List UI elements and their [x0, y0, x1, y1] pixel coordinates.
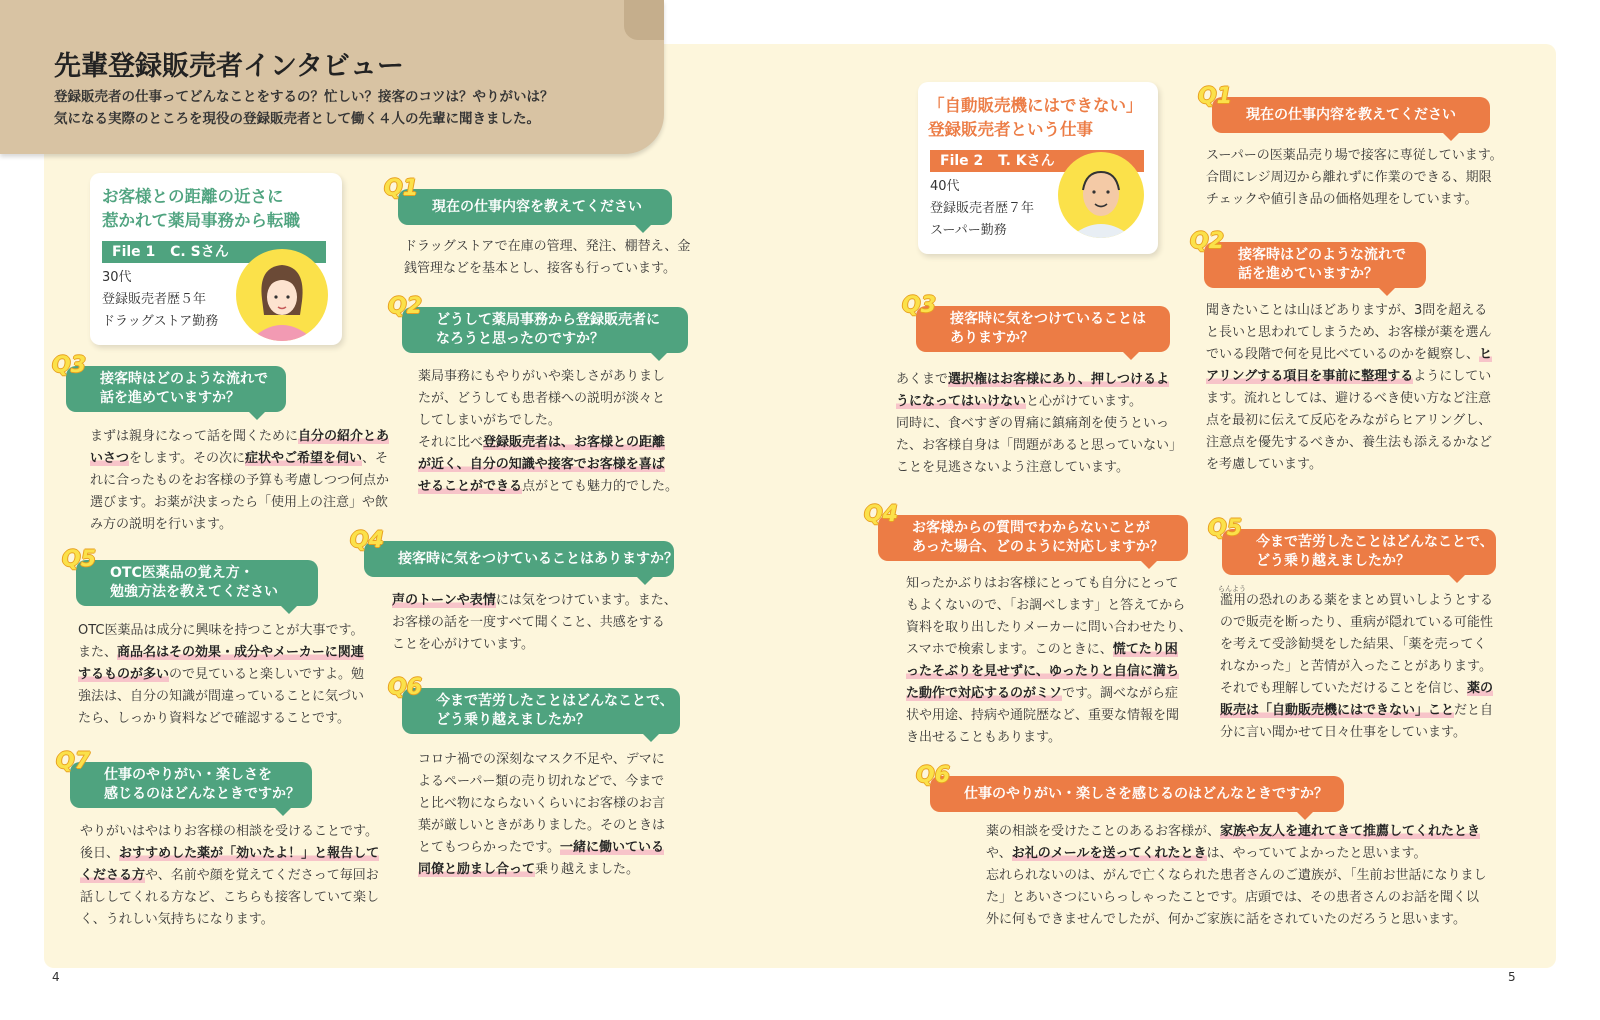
highlighted-text: 自分の紹介とあ [298, 429, 390, 444]
answer-text: をします。その次に [129, 451, 245, 466]
answer-text: スーパーの医薬品売り場で接客に専従しています。 [1206, 148, 1503, 163]
q-number-tag: Q5 [1208, 516, 1243, 541]
answer-line [418, 388, 678, 410]
answer-text: 忘れられないのは、がんで亡くなられた患者さんのご遺族が、「生前お世話になりまし [986, 868, 1487, 883]
answer-line [1206, 145, 1503, 167]
question-bubble-q2-right: Q2 接客時はどのような流れで 話を進めていますか？ [1204, 242, 1426, 288]
answer-text: や、名前や顔を覚えてくださって毎回お [145, 868, 379, 883]
answer-line [80, 865, 379, 887]
answer-text: 点がとても魅力的でした。 [522, 479, 679, 494]
answer-line [78, 620, 364, 642]
answer-line [418, 815, 665, 837]
answer-text: 銭管理などを基本とし、接客も行っています。 [404, 261, 676, 276]
answer-line [78, 686, 364, 708]
q-number-tag: Q6 [916, 763, 951, 788]
question-bubble-q4-left: Q4 接客時に気をつけていることはありますか？ [364, 541, 674, 577]
answer-text: と長いと思われてしまうため、お客様が薬を選ん [1206, 325, 1492, 340]
answer-line [392, 590, 677, 612]
answer-text: ので販売を断ったり、重病が隠れている可能性 [1220, 615, 1494, 630]
answer-text: チェックや値引き品の価格処理をしています。 [1206, 192, 1478, 207]
answer-line [906, 727, 1192, 749]
q-number-tag: Q2 [388, 294, 423, 319]
answer-line [1220, 590, 1493, 612]
question-bubble-q6-left: Q6 今まで苦労したことはどんなことで、 どう乗り越えましたか？ [402, 688, 680, 734]
answer-text: あくまで [896, 372, 949, 387]
answer-q5-left [78, 620, 364, 730]
answer-line [418, 749, 665, 771]
answer-line [986, 887, 1487, 909]
answer-text: また、 [78, 645, 118, 660]
highlighted-text: が近く、自分の知識や接客でお客様を喜ば [418, 457, 665, 472]
answer-line [90, 448, 389, 470]
answer-line [1220, 634, 1493, 656]
answer-q2-left [418, 366, 678, 498]
highlighted-text: 家族や友人を連れてきて推薦してくれたとき [1220, 824, 1481, 839]
woman-avatar-icon [236, 249, 328, 341]
banner-fold [624, 0, 664, 40]
answer-text: き出せることもあります。 [906, 730, 1061, 745]
answer-line [1206, 189, 1503, 211]
answer-line [80, 821, 379, 843]
answer-line [1220, 678, 1493, 700]
answer-text: た、お客様自身は「問題があると思っていない」 [896, 438, 1183, 453]
answer-text: 注意点を優先するべきか、養生法も添えるかなど [1206, 435, 1493, 450]
answer-text: 薬局事務にもやりがいや楽しさがありまし [418, 369, 666, 384]
answer-text: には気をつけています。また、 [495, 593, 677, 608]
answer-text: を考えて受診勧奨をした結果、「薬を売ってく [1220, 637, 1487, 652]
answer-line [986, 865, 1487, 887]
answer-text: ドラッグストアで在庫の管理、発注、棚替え、金 [404, 239, 691, 254]
answer-text: 濫用の恐れのある薬をまとめ買いしようとする [1220, 593, 1494, 608]
answer-line [418, 410, 678, 432]
answer-text: コロナ禍での深刻なマスク不足や、デマに [418, 752, 665, 767]
answer-text: ことを見逃さないよう注意しています。 [896, 460, 1129, 475]
file-label-bar: File 2 T. Kさん [930, 150, 1144, 172]
answer-q4-left [392, 590, 677, 656]
answer-line [418, 454, 678, 476]
answer-line [986, 843, 1487, 865]
answer-text: まずは親身になって話を聞くために [90, 429, 299, 444]
profile-card-file2 [918, 82, 1158, 254]
answer-text: く、うれしい気持ちになります。 [80, 912, 274, 927]
q-number-tag: Q1 [1198, 84, 1233, 109]
answer-line [896, 413, 1182, 435]
answer-line [1206, 366, 1492, 388]
question-bubble-q5-left: Q5 OTC医薬品の覚え方・ 勉強方法を教えてください [76, 560, 318, 606]
answer-line [1206, 322, 1492, 344]
answer-text: 薬の相談を受けたことのあるお客様が、 [986, 824, 1221, 839]
highlighted-text: 販売は「自動販売機にはできない」こと [1220, 703, 1455, 718]
answer-text: を考慮しています。 [1206, 457, 1322, 472]
answer-line [418, 771, 665, 793]
answer-line [1220, 656, 1493, 678]
profile-headline: お客様との距離の近さに 惹かれて薬局事務から転職 [102, 187, 300, 230]
answer-line [906, 705, 1192, 727]
answer-line [418, 476, 678, 498]
profile-card-file1 [90, 173, 342, 345]
answer-text: 、そ [362, 451, 389, 466]
answer-line [90, 470, 389, 492]
answer-text: たら、しっかり資料などで確認することです。 [78, 711, 350, 726]
intro-text: 登録販売者の仕事ってどんなことをするの？忙しい？接客のコツは？やりがいは？ 気になる実際のところを現役の登録販売者として働く４人の先輩に聞きました。 [54, 89, 554, 127]
question-bubble-q2-left: Q2 どうして薬局事務から登録販売者に なろうと思ったのですか？ [402, 307, 688, 353]
highlighted-text: いさつ [90, 451, 130, 466]
highlighted-text: 選択権はお客様にあり、押しつけるよ [948, 372, 1170, 387]
page-number-left: 4 [52, 970, 60, 984]
highlighted-text: 薬の [1467, 681, 1494, 696]
answer-line [418, 859, 665, 881]
highlighted-text: 声のトーンや表情 [392, 593, 496, 608]
highlighted-text: うになってはいけない [896, 394, 1027, 409]
answer-q1-right [1206, 145, 1503, 211]
answer-line [90, 426, 389, 448]
answer-line [1206, 344, 1492, 366]
answer-text: れに合ったものをお客様の予算も考慮しつつ何点か [90, 473, 390, 488]
q-number-tag: Q1 [384, 176, 419, 201]
answer-text: た」とあいさつにいらっしゃったことです。店頭では、その患者さんのお話を聞く以 [986, 890, 1479, 905]
highlighted-text: 症状やご希望を伺い [244, 451, 362, 466]
q-number-tag: Q7 [56, 749, 91, 774]
page-title: 先輩登録販売者インタビュー [54, 51, 404, 82]
answer-line [404, 258, 690, 280]
q-number-tag: Q3 [52, 353, 87, 378]
answer-line [906, 683, 1192, 705]
question-bubble-q3-left: Q3 接客時はどのような流れで 話を進めていますか？ [66, 366, 286, 412]
answer-line [78, 664, 364, 686]
answer-line [418, 432, 678, 454]
answer-line [1206, 167, 1503, 189]
highlighted-text: お礼のメールを送ってくれたとき [1011, 846, 1207, 861]
answer-line [90, 492, 389, 514]
answer-text: ます。流れとしては、避けるべき使い方など注意 [1206, 391, 1491, 406]
question-bubble-q5-right: Q5 今まで苦労したことはどんなことで、 どう乗り越えましたか？ [1222, 529, 1496, 575]
answer-text: 同時に、食べすぎの胃痛に鎮痛剤を使うといっ [896, 416, 1170, 431]
answer-text: OTC医薬品は成分に興味を持つことが大事です。 [78, 623, 364, 638]
ruby-annotation: らんよう [1218, 585, 1246, 593]
highlighted-text: た動作で対応するのがミソ [906, 686, 1063, 701]
answer-q5-right [1220, 590, 1493, 744]
answer-text: お客様の話を一度すべて聞くこと、共感をする [392, 615, 665, 630]
highlighted-text: 商品名はその効果・成分やメーカーに関連 [117, 645, 364, 660]
answer-text: です。調べながら症 [1062, 686, 1178, 701]
question-bubble-q1-right: Q1 現在の仕事内容を教えてください [1212, 97, 1490, 133]
answer-line [80, 909, 379, 931]
answer-q2-right [1206, 300, 1492, 476]
highlighted-text: アリングする項目を事前に整理する [1206, 369, 1414, 384]
answer-line [1220, 612, 1493, 634]
answer-line [1220, 700, 1493, 722]
answer-text: ことを心がけています。 [392, 637, 534, 652]
highlighted-text: おすすめした薬が「効いたよ！」と報告して [119, 846, 380, 861]
answer-line [90, 514, 389, 536]
answer-text: たが、どうしても患者様への説明が淡々と [418, 391, 666, 406]
answer-line [906, 617, 1192, 639]
answer-line [1206, 410, 1492, 432]
question-bubble-q7-left: Q7 仕事のやりがい・楽しさを 感じるのはどんなときですか？ [70, 762, 312, 808]
answer-text: れなかった」と苦情が入ったことがあります。 [1220, 659, 1492, 674]
page-number-right: 5 [1508, 970, 1516, 984]
answer-text: とてもつらかったです。 [418, 840, 560, 855]
profile-info: 30代 登録販売者歴５年 ドラッグストア勤務 [102, 270, 219, 329]
answer-line [392, 612, 677, 634]
answer-text: み方の説明を行います。 [90, 517, 232, 532]
answer-q3-right [896, 369, 1182, 479]
answer-q6-left [418, 749, 665, 881]
answer-text: と心がけています。 [1026, 394, 1142, 409]
answer-text: 外に何もできませんでしたが、何かご家族に話をされていたのだろうと思います。 [986, 912, 1466, 927]
highlighted-text: するものが多い [78, 667, 170, 682]
highlighted-text: くださる方 [80, 868, 146, 883]
answer-text: と比べ物にならないくらいにお客様のお言 [418, 796, 666, 811]
answer-text: だと自 [1454, 703, 1494, 718]
answer-line [418, 793, 665, 815]
answer-q6-right [986, 821, 1487, 931]
answer-text: もよくないので、「お調べします」と答えてから [906, 598, 1186, 613]
man-avatar-icon [1058, 152, 1144, 238]
answer-line [78, 708, 364, 730]
answer-text: 乗り越えました。 [535, 862, 640, 877]
answer-text: でいる段階で何を見比べているのかを観察し、 [1206, 347, 1480, 362]
answer-text: や、 [986, 846, 1012, 861]
question-bubble-q6-right: Q6 仕事のやりがい・楽しさを感じるのはどんなときですか？ [930, 776, 1344, 812]
answer-line [418, 366, 678, 388]
answer-line [418, 837, 665, 859]
answer-text: してしまいがちでした。 [418, 413, 561, 428]
answer-text: それに比べ [418, 435, 484, 450]
q-number-tag: Q4 [864, 502, 899, 527]
answer-text: やりがいはやはりお客様の相談を受けることです。 [80, 824, 378, 839]
answer-line [1206, 454, 1492, 476]
answer-line [986, 909, 1487, 931]
answer-text: 話ししてくれる方など、こちらも接客していて楽し [80, 890, 380, 905]
answer-line [78, 642, 364, 664]
highlighted-text: ったそぶりを見せずに、ゆったりと自信に満ち [906, 664, 1179, 679]
q-number-tag: Q2 [1190, 229, 1225, 254]
answer-line [906, 595, 1192, 617]
answer-line [896, 457, 1182, 479]
answer-line [1220, 722, 1493, 744]
answer-text: それでも理解していただけることを信じ、 [1220, 681, 1468, 696]
profile-headline: 「自動販売機にはできない」 登録販売者という仕事 [928, 96, 1143, 139]
answer-q7-left [80, 821, 379, 931]
answer-text: ので見ていると楽しいですよ。勉 [169, 667, 365, 682]
answer-text: 合間にレジ周辺から離れずに作業のできる、期限 [1206, 170, 1492, 185]
answer-line [1206, 432, 1492, 454]
question-bubble-q3-right: Q3 接客時に気をつけていることは ありますか？ [916, 306, 1170, 352]
answer-text: 状や用途、持病や通院歴など、重要な情報を聞 [906, 708, 1180, 723]
answer-text: は、やっていてよかったと思います。 [1206, 846, 1427, 861]
answer-text: 選びます。お薬が決まったら「使用上の注意」や飲 [90, 495, 388, 510]
answer-line [896, 369, 1182, 391]
answer-line [1206, 300, 1492, 322]
answer-q3-left [90, 426, 389, 536]
highlighted-text: せることができる [418, 479, 523, 494]
answer-text: 点を最初に伝えて反応をみながらヒアリングし、 [1206, 413, 1492, 428]
answer-q4-right [906, 573, 1192, 749]
q-number-tag: Q5 [62, 547, 97, 572]
file-label-bar: File 1 C. Sさん [102, 241, 326, 263]
answer-text: 資料を取り出したりメーカーに問い合わせたり、 [906, 620, 1192, 635]
answer-text: 後日、 [80, 846, 120, 861]
answer-line [392, 634, 677, 656]
answer-text: ようにしてい [1413, 369, 1492, 384]
q-number-tag: Q4 [350, 528, 385, 553]
answer-line [906, 573, 1192, 595]
answer-line [906, 639, 1192, 661]
answer-text: よるペーパー類の売り切れなどで、今まで [418, 774, 665, 789]
highlighted-text: 一緒に働いている [559, 840, 664, 855]
question-bubble-q1-left: Q1 現在の仕事内容を教えてください [398, 189, 672, 225]
question-bubble-q4-right: Q4 お客様からの質問でわからないことが あった場合、どのように対応しますか？ [878, 515, 1188, 561]
answer-text: 知ったかぶりはお客様にとっても自分にとって [906, 576, 1179, 591]
answer-line [896, 391, 1182, 413]
answer-line [906, 661, 1192, 683]
answer-line [404, 236, 690, 258]
answer-text: スマホで検索します。このときに、 [906, 642, 1113, 657]
answer-line [80, 887, 379, 909]
highlighted-text: 同僚と励まし合って [418, 862, 536, 877]
answer-line [896, 435, 1182, 457]
highlighted-text: 登録販売者は、お客様との距離 [483, 435, 666, 450]
answer-text: 聞きたいことは山ほどありますが、3問を超える [1206, 303, 1488, 318]
answer-line [80, 843, 379, 865]
highlighted-text: ヒ [1479, 347, 1493, 362]
answer-q1-left [404, 236, 690, 280]
answer-line [1206, 388, 1492, 410]
highlighted-text: 慌てたり困 [1112, 642, 1178, 657]
q-number-tag: Q3 [902, 293, 937, 318]
profile-info: 40代 登録販売者歴７年 スーパー勤務 [930, 179, 1035, 238]
q-number-tag: Q6 [388, 675, 423, 700]
answer-text: 葉が厳しいときがありました。そのときは [418, 818, 666, 833]
answer-text: 強法は、自分の知識が間違っていることに気づい [78, 689, 365, 704]
answer-text: 分に言い聞かせて日々仕事をしています。 [1220, 725, 1466, 740]
answer-line [986, 821, 1487, 843]
